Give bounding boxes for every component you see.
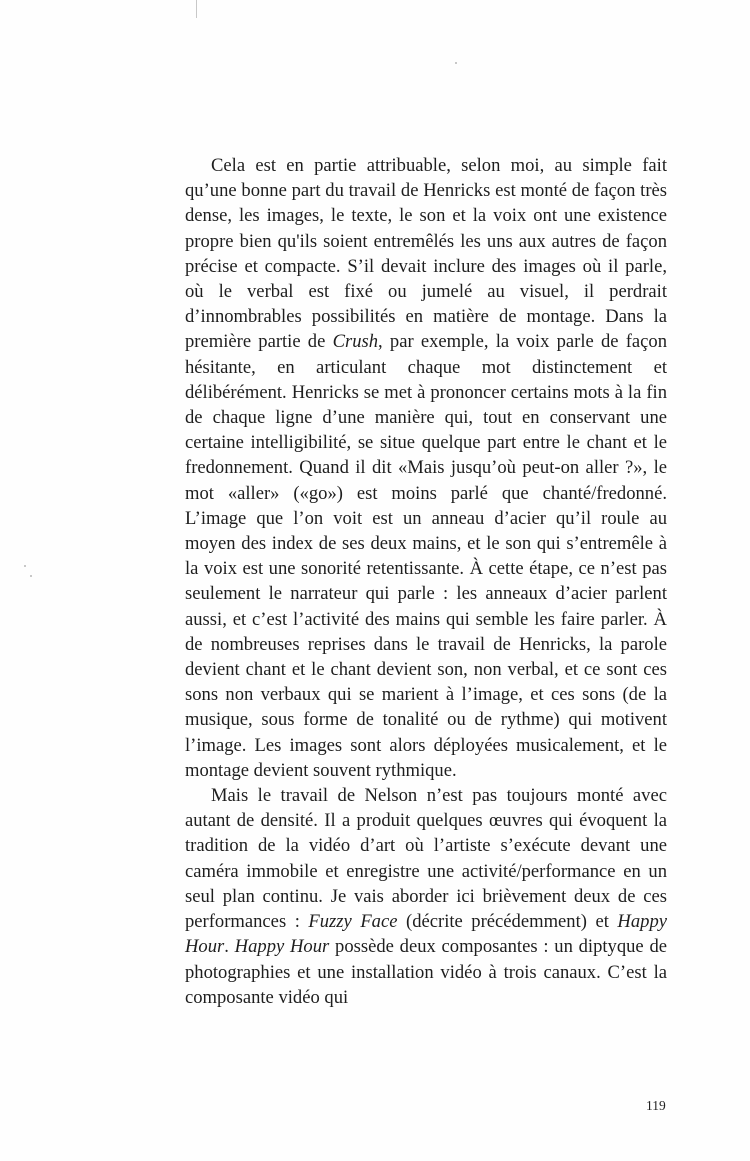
work-title-happy-hour: Happy Hour xyxy=(234,936,330,958)
page-number: 119 xyxy=(646,1098,666,1113)
text-segment: Cela est en partie attribuable, selon moi, au simple fait qu’une bonne part du travail de Henricks est monté de façon très dense, les images, le texte, le son et la voix ont une existence propre bien qu'ils soient entremêlés les uns aux autres de façon précise et compacte. S’il devait inclure des images où il parle, où le verbal est fixé ou jumelé au visuel, il perdrait d’innombrables possibilités en matière de montage. Dans la première partie de xyxy=(185,155,667,353)
paragraph-2 xyxy=(185,783,667,1010)
work-title-crush: Crush xyxy=(332,331,379,353)
scan-mark xyxy=(196,0,197,18)
body-text xyxy=(185,153,667,1010)
text-segment: Mais le travail de Nelson n’est pas toujours monté avec autant de densité. Il a produit quelques œuvres qui évoquent la tradition de la vidéo d’art où l’artiste s’exécute devant une caméra immobile et enregistre une activité/performance en un seul plan continu. Je vais aborder ici brièvement deux de ces performances : xyxy=(185,785,667,933)
text-segment: . xyxy=(224,936,235,958)
paragraph-1 xyxy=(185,153,667,783)
scan-speck xyxy=(30,575,32,577)
text-segment: , par exemple, la voix parle de façon hésitante, en articulant chaque mot distinctement et délibérément. Henricks se met à prononcer certains mots à la fin de chaque ligne d’une manière qui, tout en conservant une certaine intelligibilité, se situe quelque part entre le chant et le fredonnement. Quand il dit «Mais jusqu’où peut-on aller ?», le mot «aller» («go») est moins parlé que chanté/fredonné. L’image que l’on voit est un anneau d’acier qu’il roule au moyen des index de ses deux mains, et le son qui s’entremêle à la voix est une sonorité retentissante. À cette étape, ce n’est pas seulement le narrateur qui parle : les anneaux d’acier parlent aussi, et c’est l’activité des mains qui semble les faire parler. À de nombreuses reprises dans le travail de Henricks, la parole devient chant et le chant devient son, non verbal, et ce sont ces sons non verbaux qui se marient à l’image, et ces sons (de la musique, sous forme de tonalité ou de rythme) qui motivent l’image. Les images sont alors déployées musicalement, et le montage devient souvent rythmique. xyxy=(185,331,667,781)
text-segment: possède deux composantes : un diptyque de photographies et une installation vidéo à trois canaux. C’est la composante vidéo qui xyxy=(185,936,667,1008)
scan-speck xyxy=(455,62,457,64)
scan-speck xyxy=(24,565,26,567)
work-title-happy-hour: Happy Hour xyxy=(185,911,667,958)
text-segment: (décrite précédemment) et xyxy=(397,911,618,933)
work-title-fuzzy-face: Fuzzy Face xyxy=(308,911,398,933)
